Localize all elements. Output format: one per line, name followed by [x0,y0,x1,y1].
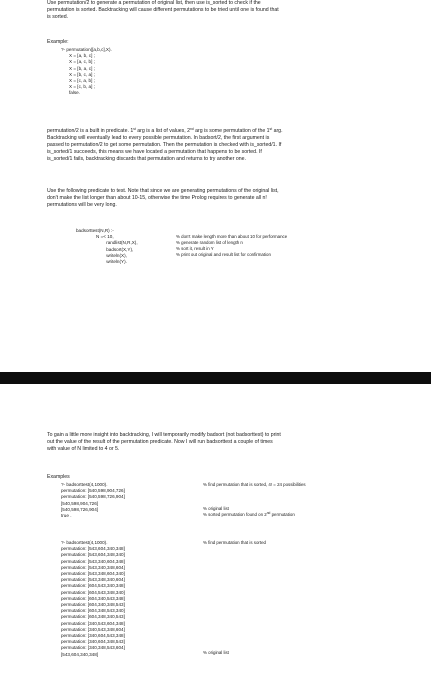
code-line: badsort(X,Y), [96,246,134,252]
code-line: permutation: [540,598,904,726] [61,488,125,494]
code-line: permutation: [543,604,348,340] [61,552,125,558]
test-paragraph [47,188,387,209]
code-line: permutation: [604,543,340,348] [61,583,125,589]
code-line: X = [c, a, b] ; [69,78,95,84]
intro-paragraph [47,0,387,21]
code-line: permutation: [543,604,340,348] [61,546,125,552]
examples-label: Examples [47,474,70,480]
code-line: ?- badsorttest(4,1000). [61,540,108,545]
example-label: Example: [47,39,69,45]
text-line: Use permutation/2 to generate a permutation of original list, then use is_sorted to check if the [47,0,261,6]
code-line: true . [61,513,72,519]
run1-code-block [61,482,191,519]
text-line: is sorted. [47,14,69,20]
code-comment: % find permutation that is sorted, 4! = 24 possibilities [203,482,306,487]
code-line: permutation: [340,543,348,604] [61,626,125,632]
text-line: is_sorted/1 fails, backtracking discards that permutation and returns to try another one. [47,156,246,162]
code-line: ?- permutation([a,b,c],X). [61,47,112,52]
code-line: [543,604,340,348] [61,651,99,657]
code-line: permutation: [340,604,348,543] [61,639,125,645]
code-line: X = [b, c, a] ; [69,71,95,77]
example-code-block [61,47,401,97]
code-line: X = [a, b, c] ; [69,53,95,59]
code-line: false. [69,90,80,96]
code-line: X = [b, a, c] ; [69,65,95,71]
run2-code-block [61,540,191,658]
code-line: badsorttest(N,R) :- [76,228,114,233]
code-comment: % find permutation that is sorted [203,540,266,545]
text-line: out the value of the result of the permutation predicate. Now I will run badsorttest a couple of times [47,439,273,445]
code-line: permutation: [604,348,340,543] [61,614,125,620]
text-line: Use the following predicate to test. Note that since we are generating permutations of the original list, [47,188,279,194]
code-line: writeln(X), [96,252,127,258]
explanation-paragraph [47,128,387,163]
code-line: randlist(N,R,X), [96,240,138,246]
code-line: N =< 10, [96,234,114,240]
page-separator-band [0,372,431,384]
code-comment: % don't make length more than about 10 for performance [176,234,288,239]
text-line: Backtracking will eventually lead to every possible permutation. In badsort/2, the first argument is [47,135,270,141]
text-line: permutation is sorted. Backtracking will cause different permutations to be tried until one is found that [47,7,279,13]
code-line: permutation: [540,598,726,904] [61,494,125,500]
code-line: X = [c, b, a] ; [69,84,95,90]
code-line: permutation: [543,348,340,604] [61,577,125,583]
text-line: is_sorted/1 succeeds, this means we have located a permutation that happens to be sorted. If [47,149,262,155]
text-line: To gain a little more insight into backtracking, I will temporarily modify badsort (not badsorttest) to print [47,432,281,438]
text-line: don't make the list longer than about 10-15, otherwise the time Prolog requires to generate all n! [47,195,267,201]
code-comment: % sort it, result in Y [176,246,214,251]
text-line: permutation/2 is a built in predicate. 1st arg is a list of values, 2nd arg is some permutation of the 1st arg. [47,127,283,134]
code-comment: % original list [203,650,229,655]
intro-paragraph [47,432,387,453]
code-line: permutation: [604,340,348,543] [61,602,125,608]
code-line: permutation: [340,348,543,604] [61,645,125,651]
code-comment: % sorted permutation found on 2nd permutation [203,511,295,517]
code-line: [540,598,904,726] [61,500,99,506]
code-line: permutation: [543,340,604,348] [61,558,125,564]
code-line: permutation: [604,348,543,340] [61,608,125,614]
code-comment: % generate random list of length n [176,240,243,245]
code-line: permutation: [543,348,604,340] [61,571,125,577]
code-comment: % original list [203,506,229,511]
text-line: passed to permutation/2 to get some permutation. Then the permutation is checked with is_sorted/1. If [47,142,282,148]
code-line: writeln(Y). [96,259,127,265]
code-line: ?- badsorttest(4,1000). [61,482,108,487]
text-line: with value of N limited to 4 or 5. [47,446,120,452]
code-line: permutation: [604,543,348,340] [61,589,125,595]
code-line: X = [a, c, b] ; [69,59,95,65]
code-comment: % print out original and result list for confirmation [176,252,271,257]
code-line: permutation: [340,543,604,348] [61,620,125,626]
code-line: permutation: [543,340,348,604] [61,564,125,570]
code-line: permutation: [340,604,543,348] [61,633,125,639]
document-page-bottom [0,384,431,700]
text-line: permutations will be very long. [47,202,117,208]
code-line: permutation: [604,340,543,348] [61,595,125,601]
code-line: [540,598,726,904] [61,506,99,512]
